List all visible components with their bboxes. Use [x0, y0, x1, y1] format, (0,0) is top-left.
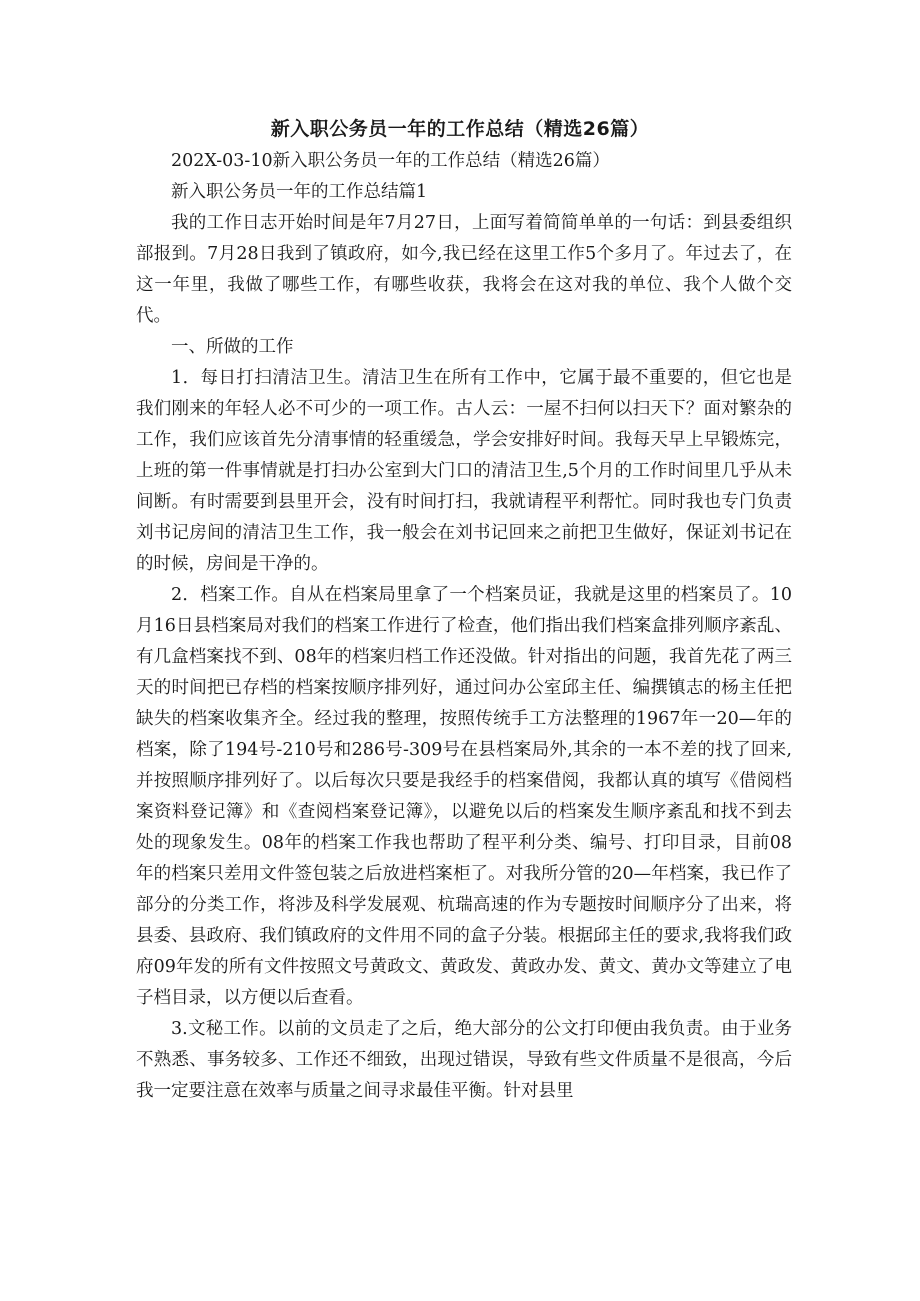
document-body: [136, 146, 792, 1107]
body-paragraph: 3.文秘工作。以前的文员走了之后，绝大部分的公文打印便由我负责。由于业务不熟悉、事务较多、工作还不细致，出现过错误，导致有些文件质量不是很高，今后我一定要注意在效率与质量之间寻求最佳平衡。针对县里: [136, 1019, 792, 1101]
date-line: 202X-03-10新入职公务员一年的工作总结（精选26篇）: [171, 151, 610, 171]
subsection-heading: 一、所做的工作: [171, 337, 294, 357]
section-heading: 新入职公务员一年的工作总结篇1: [171, 182, 428, 202]
body-paragraph: 我的工作日志开始时间是年7月27日，上面写着简简单单的一句话：到县委组织部报到。7月28日我到了镇政府，如今,我已经在这里工作5个多月了。年过去了，在这一年里，我做了哪些工作，有哪些收获，我将会在这对我的单位、我个人做个交代。: [136, 213, 792, 326]
body-paragraph: 2．档案工作。自从在档案局里拿了一个档案员证，我就是这里的档案员了。10月16日县档案局对我们的档案工作进行了检查，他们指出我们档案盒排列顺序紊乱、有几盒档案找不到、08年的档案归档工作还没做。针对指出的问题，我首先花了两三天的时间把已存档的档案按顺序排列好，通过问办公室邱主任、编撰镇志的杨主任把缺失的档案收集齐全。经过我的整理，按照传统手工方法整理的1967年一20—年的档案，除了194号-210号和286号-309号在县档案局外,其余的一本不差的找了回来,并按照顺序排列好了。以后每次只要是我经手的档案借阅，我都认真的填写《借阅档案资料登记簿》和《查阅档案登记簿》，以避免以后的档案发生顺序紊乱和找不到去处的现象发生。08年的档案工作我也帮助了程平利分类、编号、打印目录，目前08年的档案只差用文件签包装之后放进档案柜了。对我所分管的20—年档案，我已作了部分的分类工作，将涉及科学发展观、杭瑞高速的作为专题按时间顺序分了出来，将县委、县政府、我们镇政府的文件用不同的盒子分装。根据邱主任的要求,我将我们政府09年发的所有文件按照文号黄政文、黄政发、黄政办发、黄文、黄办文等建立了电子档目录，以方便以后查看。: [136, 585, 792, 1008]
document-title: 新入职公务员一年的工作总结（精选26篇）: [270, 118, 650, 140]
body-paragraph: 1．每日打扫清洁卫生。清洁卫生在所有工作中，它属于最不重要的，但它也是我们刚来的年轻人必不可少的一项工作。古人云：一屋不扫何以扫天下？面对繁杂的工作，我们应该首先分清事情的轻重缓急，学会安排好时间。我每天早上早锻炼完，上班的第一件事情就是打扫办公室到大门口的清洁卫生,5个月的工作时间里几乎从未间断。有时需要到县里开会，没有时间打扫，我就请程平利帮忙。同时我也专门负责刘书记房间的清洁卫生工作，我一般会在刘书记回来之前把卫生做好，保证刘书记在的时候，房间是干净的。: [136, 368, 792, 574]
